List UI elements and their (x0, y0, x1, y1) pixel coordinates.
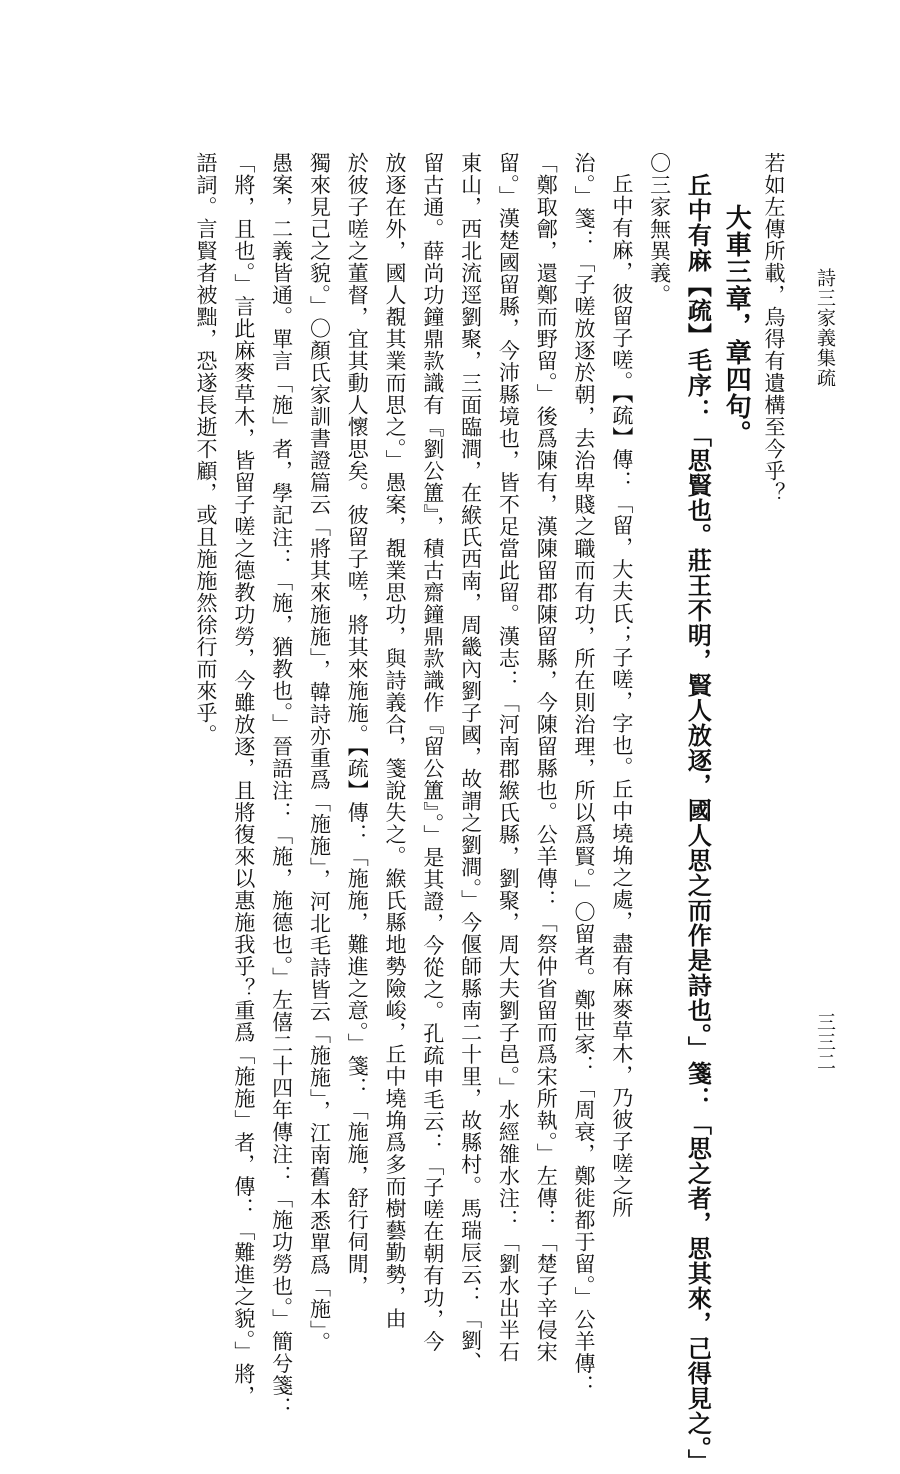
running-title: 詩三家義集疏 (814, 268, 836, 388)
text-column: 語詞。言賢者被黜，恐遂長逝不顧，或且施施然徐行而來乎。 (194, 152, 219, 746)
commentary-body (108, 152, 792, 1474)
text-column: 東山，西北流逕劉聚，三面臨澗，在緱氏西南，周畿內劉子國，故謂之劉澗。」今偃師縣南二十里，故縣村。馬瑞辰云：「劉、 (458, 152, 483, 1374)
poem-title: 丘中有麻【疏】毛序：「思賢也。莊王不明，賢人放逐，國人思之而作是詩也。」箋：「思之者，思其來，己得見之。」 (683, 173, 713, 1474)
text-column: 留古通。薛尚功鐘鼎款識有『劉公簠』，積古齋鐘鼎款識作『留公簠』。」是其證，今從之。孔疏申毛云：「子嗟在朝有功，今 (420, 152, 445, 1353)
page-number: 三三二 (814, 1012, 836, 1072)
text-column: 留。」漢楚國留縣，今沛縣境也，皆不足當此留。漢志：「河南郡緱氏縣，劉聚，周大夫劉子邑。」水經雒水注：「劉水出半石 (496, 152, 521, 1363)
text-column: 獨來見己之貌。」〇顏氏家訓書證篇云「將其來施施」，韓詩亦重爲「施施」，河北毛詩皆云「施施」，江南舊本悉單爲「施」。 (307, 152, 332, 1354)
chapter-summary-heading: 大車三章，章四句。 (721, 204, 752, 447)
text-column: 〇三家無異義。 (647, 152, 672, 306)
text-column: 若如左傳所載，烏得有遺構至今乎？ (762, 152, 786, 504)
text-column: 放逐在外，國人覩其業而思之。」愚案，覩業思功，與詩義合，箋說失之。緱氏縣地勢險峻，丘中墝埆爲多而樹藝勤勢，由 (383, 152, 408, 1330)
text-column: 治。」箋：「子嗟放逐於朝，去治卑賤之職而有功，所在則治理，所以爲賢。」〇留者。鄭世家：「周衰，鄭徙都于留。」公羊傳： (572, 152, 597, 1397)
text-column: 「將，且也。」言此麻麥草木，皆留子嗟之德教功勞，今雖放逐，且將復來以惠施我乎？重爲「施施」者，傳：「難進之貌。」將， (231, 152, 256, 1407)
text-column: 「鄭取鄶，還鄭而野留。」後爲陳有，漢陳留郡陳留縣，今陳留縣也。公羊傳：「祭仲省留而爲宋所執。」左傳：「楚子辛侵宋 (534, 152, 559, 1363)
poem-title-column (678, 152, 717, 1474)
text-column: 於彼子嗟之董督，宜其動人懷思矣。彼留子嗟，將其來施施。【疏】傳：「施施，難進之意。」箋：「施施，舒行伺閒， (345, 152, 370, 1297)
verse-line: 丘中有麻，彼留子嗟。【疏】傳：「留，大夫氏；子嗟，字也。丘中墝埆之處，盡有麻麥草木，乃彼子嗟之所 (609, 173, 634, 1219)
text-column: 愚案，二義皆通。單言「施」者，學記注：「施，猶教也。」晉語注：「施，施德也。」左僖二十四年傳注：「施功勞也。」簡兮箋： (269, 152, 294, 1419)
